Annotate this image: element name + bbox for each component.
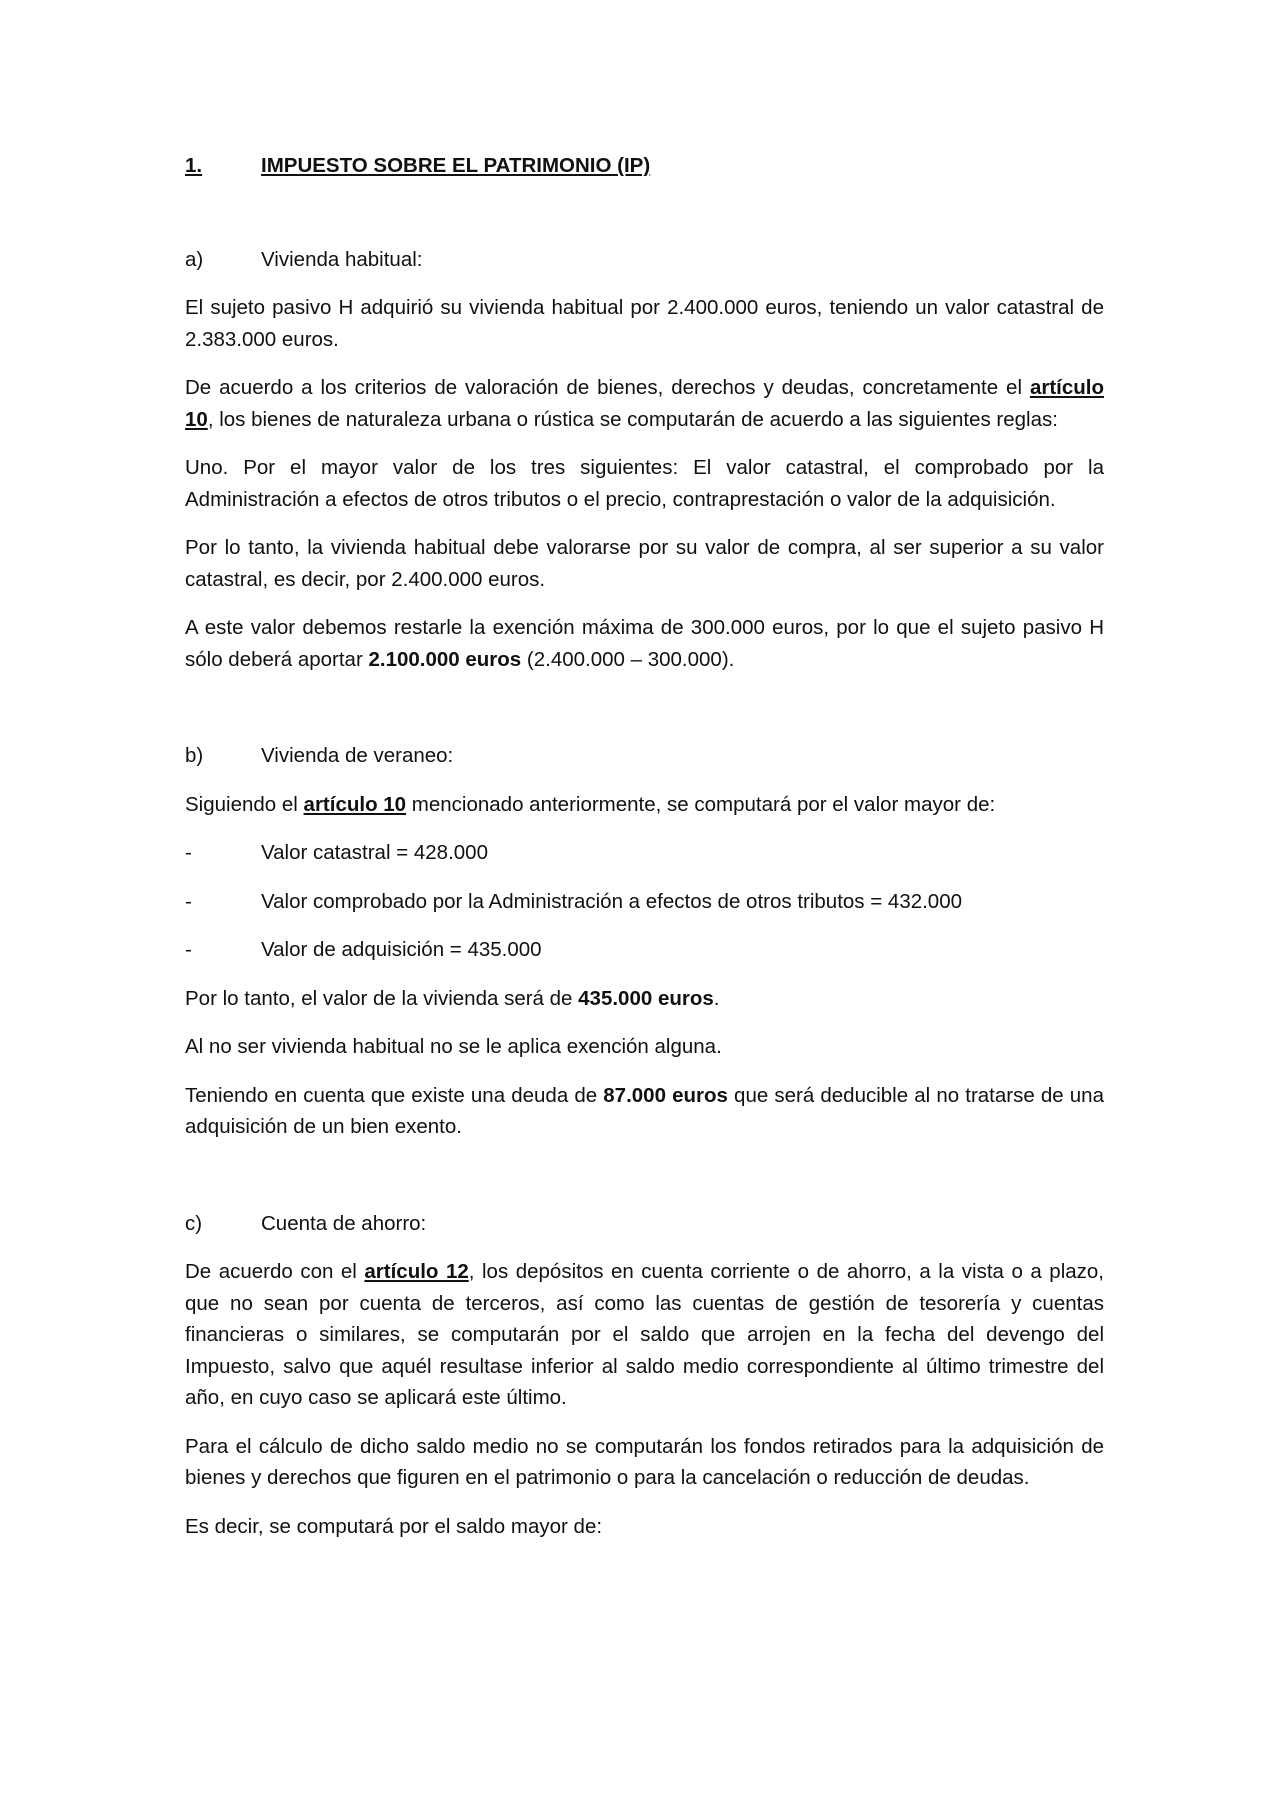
bold-amount: 87.000 euros bbox=[603, 1083, 728, 1107]
article-reference: artículo 10 bbox=[303, 792, 407, 816]
paragraph: Uno. Por el mayor valor de los tres siguientes: El valor catastral, el comprobado por la Administración a efectos de otros tributos o el precio, contraprestación o valor de la adquisición. bbox=[185, 456, 1104, 511]
paragraph: Por lo tanto, la vivienda habitual debe valorarse por su valor de compra, al ser superior a su valor catastral, es decir, por 2.400.000 euros. bbox=[185, 536, 1104, 591]
subsection-a-title: Vivienda habitual: bbox=[261, 247, 423, 271]
paragraph: Es decir, se computará por el saldo mayor de: bbox=[185, 1514, 603, 1538]
paragraph: Por lo tanto, el valor de la vivienda será de 435.000 euros. bbox=[185, 986, 720, 1010]
heading-title: IMPUESTO SOBRE EL PATRIMONIO (IP) bbox=[261, 154, 651, 177]
list-item bbox=[185, 837, 1104, 869]
bold-amount: 2.100.000 euros bbox=[368, 647, 522, 671]
paragraph: Teniendo en cuenta que existe una deuda de 87.000 euros que será deducible al no tratarse de una adquisición de un bien exento. bbox=[185, 1083, 1104, 1138]
subsection-c-title: Cuenta de ahorro: bbox=[261, 1211, 427, 1235]
subsection-b-label bbox=[185, 740, 1104, 772]
subsection-b-letter: b) bbox=[185, 744, 204, 767]
bullet-dash: - bbox=[185, 938, 192, 961]
list-item-text: Valor catastral = 428.000 bbox=[261, 841, 488, 864]
paragraph: De acuerdo con el artículo 12, los depósitos en cuenta corriente o de ahorro, a la vista o a plazo, que no sean por cuenta de terceros, así como las cuentas de gestión de tesorería y cuentas financieras o similares, se computarán por el saldo que arrojen en la fecha del devengo del Impuesto, salvo que aquél resultase inferior al saldo medio correspondiente al último trimestre del año, en cuyo caso se aplicará este último. bbox=[185, 1260, 1104, 1409]
list-item bbox=[185, 886, 1104, 918]
subsection-a-label bbox=[185, 244, 1104, 276]
subsection-a-letter: a) bbox=[185, 247, 204, 271]
article-reference: artículo 10 bbox=[185, 376, 1104, 431]
list-item-text: Valor de adquisición = 435.000 bbox=[261, 938, 542, 961]
paragraph: De acuerdo a los criterios de valoración de bienes, derechos y deudas, concretamente el artículo 10, los bienes de naturaleza urbana o rústica se computarán de acuerdo a las siguientes reglas: bbox=[185, 376, 1104, 431]
paragraph: A este valor debemos restarle la exención máxima de 300.000 euros, por lo que el sujeto pasivo H sólo deberá aportar 2.100.000 euros (2.400.000 – 300.000). bbox=[185, 616, 1104, 671]
paragraph: Al no ser vivienda habitual no se le aplica exención alguna. bbox=[185, 1035, 722, 1058]
subsection-c-letter: c) bbox=[185, 1211, 203, 1235]
paragraph: Para el cálculo de dicho saldo medio no se computarán los fondos retirados para la adquisición de bienes y derechos que figuren en el patrimonio o para la cancelación o reducción de deudas. bbox=[185, 1434, 1104, 1489]
paragraph: El sujeto pasivo H adquirió su vivienda habitual por 2.400.000 euros, teniendo un valor catastral de 2.383.000 euros. bbox=[185, 296, 1104, 351]
heading-number: 1. bbox=[185, 154, 203, 177]
bullet-dash: - bbox=[185, 889, 192, 913]
article-reference: artículo 12 bbox=[364, 1260, 469, 1283]
list-item bbox=[185, 934, 1104, 966]
list-item-text: Valor comprobado por la Administración a efectos de otros tributos = 432.000 bbox=[261, 889, 963, 913]
subsection-b-title: Vivienda de veraneo: bbox=[261, 744, 454, 767]
bullet-dash: - bbox=[185, 841, 192, 864]
bold-amount: 435.000 euros bbox=[578, 986, 714, 1010]
section-heading bbox=[185, 150, 1104, 182]
paragraph: Siguiendo el artículo 10 mencionado anteriormente, se computará por el valor mayor de: bbox=[185, 792, 996, 816]
subsection-c-label bbox=[185, 1208, 1104, 1240]
